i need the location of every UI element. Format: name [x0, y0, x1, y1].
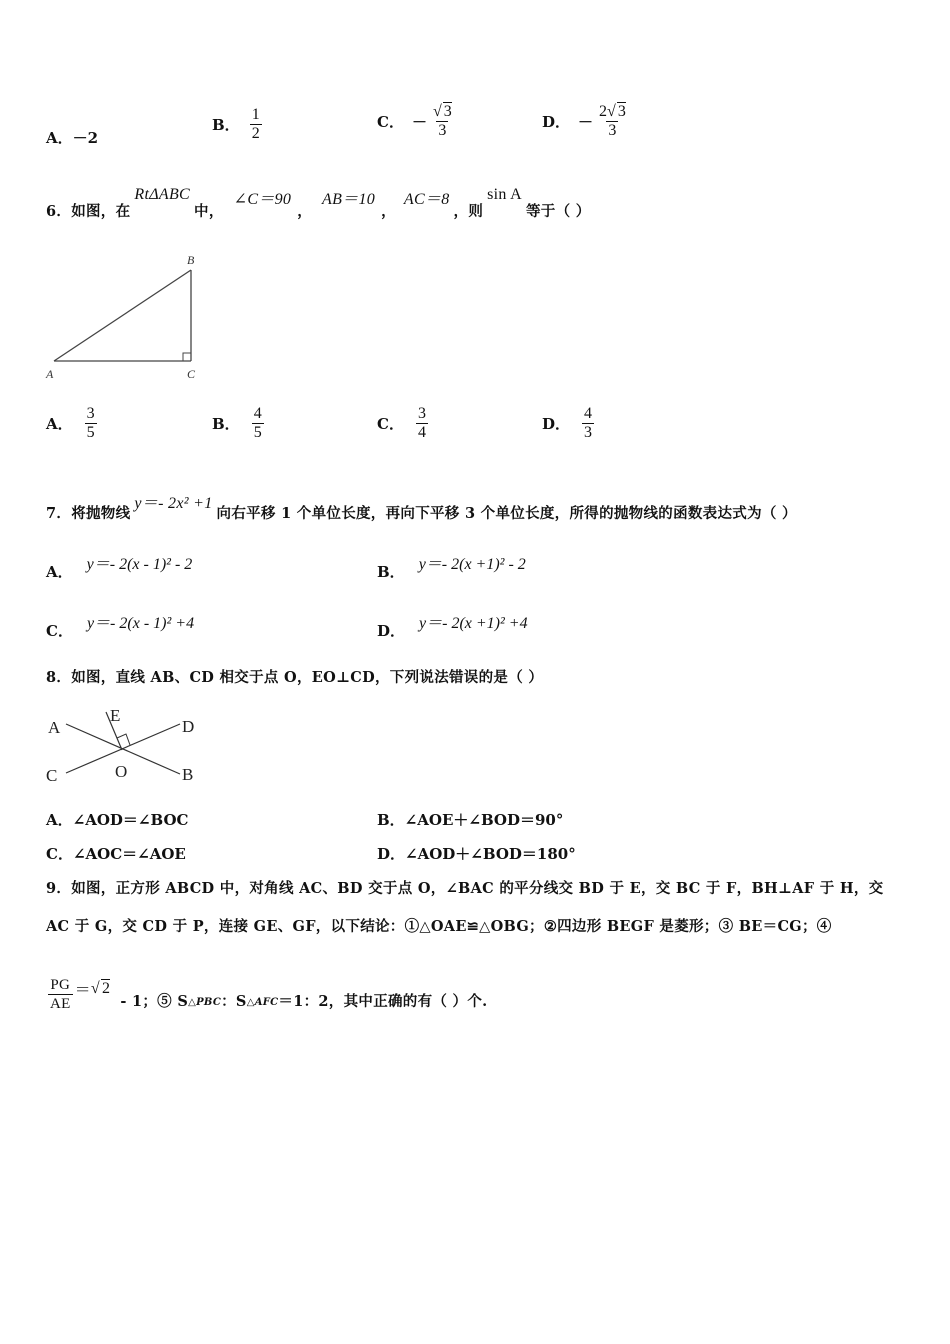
q6-option-d: D． $\frac{4}{3}$: [542, 405, 593, 441]
q7-option-a: A． y＝- 2(x - 1)² - 2: [46, 556, 193, 581]
q8-label-o: O: [115, 762, 128, 781]
q6-right-angle-mark: [183, 353, 191, 361]
q8-label-e: E: [110, 706, 121, 725]
q8-figure: [40, 700, 220, 790]
q6-side-ab: [54, 270, 191, 361]
q5-option-a: A．－2: [46, 129, 99, 147]
q6-label-a: A: [46, 367, 54, 381]
q8-option-b: B．∠AOE＋∠BOD＝90°: [377, 811, 564, 829]
q6-option-b: B． $\frac{4}{5}$: [212, 405, 262, 441]
q9-line-3: $\frac{PG}{AE}$ ＝ √ 2 - 1；⑤ S △PBC ：S △AFC ＝1：2，其中正确的有（ ）个.: [50, 977, 488, 1012]
q6-triangle-figure: [40, 250, 210, 385]
q6-label-b: B: [187, 253, 195, 267]
q5-option-d: D． － $\frac{2√ 3}{3}$: [542, 103, 626, 139]
q9-line-2: AC 于 G，交 CD 于 P，连接 GE、GF，以下结论：①△OAE≌△OBG；②四边形 BEGF 是菱形；③ BE＝CG；④: [46, 918, 832, 935]
q8-label-d: D: [182, 717, 195, 736]
q8-stem: 8．如图，直线 AB、CD 相交于点 O，EO⊥CD，下列说法错误的是（ ）: [46, 669, 544, 686]
q5-c-fraction: $\frac{√ 3}{3}$: [432, 103, 452, 139]
q8-label-b: B: [182, 765, 194, 784]
q7-option-d: D． y＝- 2(x +1)² +4: [377, 615, 528, 640]
q9-line-1: 9．如图，正方形 ABCD 中，对角线 AC、BD 交于点 O，∠BAC 的平分线交 BD 于 E，交 BC 于 F，BH⊥AF 于 H，交: [46, 880, 884, 897]
q8-label-a: A: [48, 718, 61, 737]
q7-option-c: C． y＝- 2(x - 1)² +4: [46, 615, 195, 640]
q6-option-a: A． $\frac{3}{5}$: [46, 405, 95, 441]
q9-fraction: $\frac{PG}{AE}$: [50, 977, 71, 1012]
q8-option-d: D．∠AOD＋∠BOD＝180°: [377, 845, 576, 863]
q7-stem: 7．将抛物线 y＝- 2x² +1 向右平移 1 个单位长度，再向下平移 3 个单位长度，所得的抛物线的函数表达式为（ ）: [46, 495, 797, 522]
q5-option-c: C． － $\frac{√ 3}{3}$: [377, 103, 452, 139]
q5-b-fraction: $\frac{1}{2}$: [251, 106, 260, 142]
q6-label-c: C: [187, 367, 196, 381]
q5-d-fraction: $\frac{2√ 3}{3}$: [599, 103, 626, 139]
q8-option-a: A．∠AOD＝∠BOC: [46, 811, 189, 829]
q7-option-b: B． y＝- 2(x +1)² - 2: [377, 556, 526, 581]
q8-label-c: C: [46, 766, 58, 785]
q5-option-b: B． $\frac{1}{2}$: [212, 106, 260, 142]
q6-stem: 6．如图，在 RtΔABC 中， ∠C＝90 ， AB＝10 ， AC＝8 ，则 sin A 等于（ ）: [46, 186, 591, 220]
q6-option-c: C． $\frac{3}{4}$: [377, 405, 426, 441]
q8-option-c: C．∠AOC＝∠AOE: [46, 845, 186, 863]
